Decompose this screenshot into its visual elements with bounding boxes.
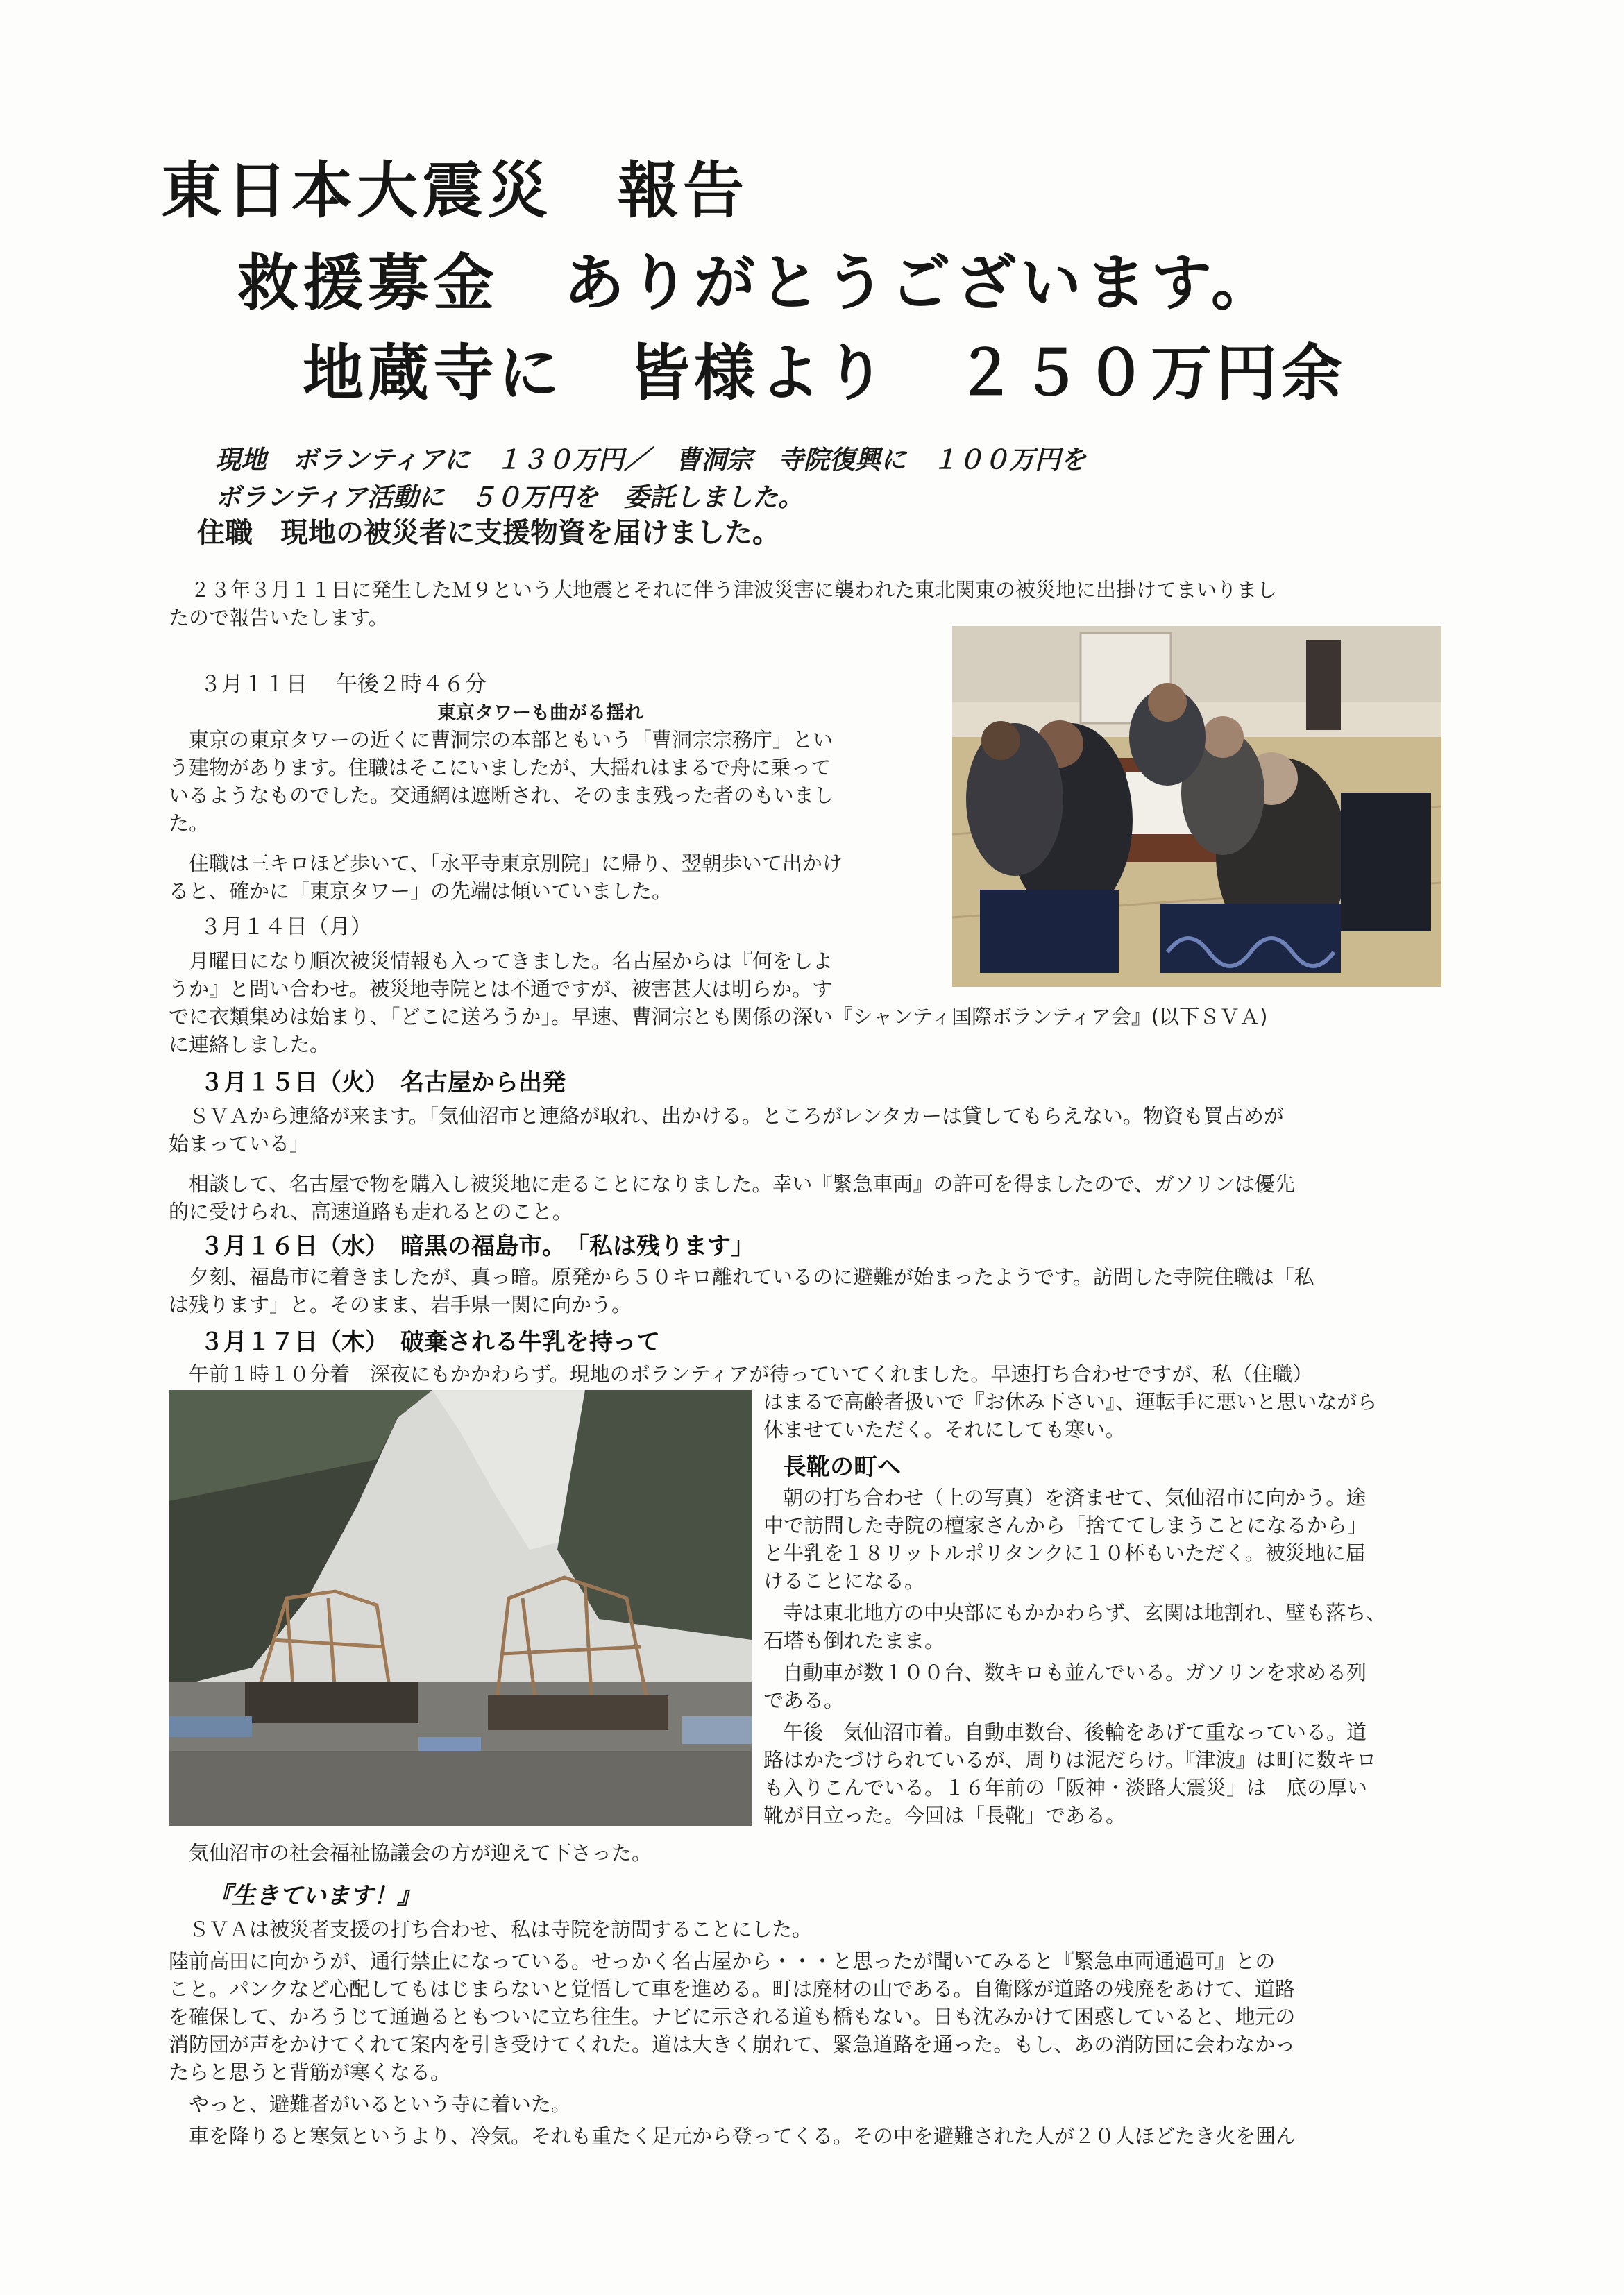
text-0315-2: 始まっている」	[169, 1132, 310, 1155]
text-alive-5: 消防団が声をかけてくれて案内を引き受けてくれた。道は大きく崩れて、緊急道路を通った。もし、あの消防団に会わなかっ	[169, 2033, 1296, 2056]
text-alive-3: こと。パンクなど心配してもはじまらないと覚悟して車を進める。町は廃材の山である。自衛隊が道路の残廃をあけて、道路	[169, 1977, 1295, 2001]
text-0315-1: ＳＶＡから連絡が来ます。「気仙沼市と連絡が取れ、出かける。ところがレンタカーは貸してもらえない。物資も買占めが	[189, 1104, 1285, 1128]
text-0316-1: 夕刻、福島市に着きましたが、真っ暗。原発から５０キロ離れているのに避難が始まったようです。訪問した寺院住職は「私	[189, 1265, 1314, 1289]
text-0314-4: に連絡しました。	[169, 1033, 330, 1056]
text-0317-r12: 路はかたづけられているが、周りは泥だらけ。『津波』は町に数キロ	[763, 1748, 1377, 1772]
text-alive-2: 陸前高田に向かうが、通行禁止になっている。せっかく名古屋から・・・と思ったが聞いてみると『緊急車両通過可』との	[169, 1949, 1276, 1973]
text-0311-3: いるようなものでした。交通網は遮断され、そのまま残った者のもいまし	[169, 784, 834, 807]
text-0317-r4: 中で訪問した寺院の檀家さんから「捨ててしまうことになるから」	[763, 1514, 1368, 1537]
intro-line-1: ２３年３月１１日に発生したＭ９という大地震とそれに伴う津波災害に襲われた東北関東の被災地に出掛けてまいりまし	[190, 578, 1278, 602]
text-0317-r6: けることになる。	[763, 1569, 925, 1593]
text-0317-r14: 靴が目立った。今回は「長靴」である。	[763, 1804, 1126, 1827]
date-0316: ３月１６日（水） 暗黒の福島市。 「私は残ります」	[200, 1233, 754, 1260]
heading-tokyo-tower: 東京タワーも曲がる揺れ	[437, 702, 643, 724]
text-0317-r13: も入りこんでいる。１６年前の「阪神・淡路大震災」は 底の厚い	[763, 1776, 1368, 1799]
text-0315-4: 的に受けられ、高速道路も走れるとのこと。	[169, 1200, 573, 1223]
text-0311-4: た。	[169, 811, 210, 835]
text-alive-8: 車を降りると寒気というより、冷気。それも重たく足元から登ってくる。その中を避難された人が２０人ほどたき火を囲ん	[189, 2124, 1296, 2148]
text-0311-5: 住職は三キロほど歩いて、「永平寺東京別院」に帰り、翌朝歩いて出かけ	[189, 852, 843, 875]
text-alive-4: を確保して、かろうじて通過るともついに立ち往生。ナビに示される道も橋もない。日も沈みかけて困惑していると、地元の	[169, 2005, 1296, 2029]
title-line-1: 東日本大震災 報告	[161, 155, 749, 226]
text-0317-r9: 自動車が数１００台、数キロも並んでいる。ガソリンを求める列	[783, 1661, 1367, 1684]
text-0311-2: う建物があります。住職はそこにいましたが、大揺れはまるで舟に乗って	[169, 756, 831, 779]
heading-nagagutsu: 長靴の町へ	[783, 1453, 901, 1481]
debris-photo	[169, 1390, 752, 1826]
text-0317-r1: はまるで高齢者扱いで『お休み下さい』、運転手に悪いと思いながら	[763, 1390, 1378, 1414]
text-0317-r7: 寺は東北地方の中央部にもかかわらず、玄関は地割れ、壁も落ち、	[783, 1601, 1387, 1625]
meeting-photo	[952, 626, 1441, 987]
text-0314-1: 月曜日になり順次被災情報も入ってきました。名古屋からは『何をしよ	[189, 949, 834, 973]
text-0317-r5: と牛乳を１８リットルポリタンクに１０杯もいただく。被災地に届	[763, 1541, 1366, 1565]
summary-line-3: 住職 現地の被災者に支援物資を届けました。	[197, 517, 780, 549]
summary-line-1: 現地 ボランティアに １３０万円／ 曹洞宗 寺院復興に １００万円を	[215, 445, 1087, 475]
date-0314: ３月１４日（月）	[200, 915, 372, 940]
text-alive-7: やっと、避難者がいるという寺に着いた。	[189, 2092, 572, 2116]
text-0317-r3: 朝の打ち合わせ（上の写真）を済ませて、気仙沼市に向かう。途	[783, 1486, 1367, 1509]
text-0317-r8: 石塔も倒れたまま。	[763, 1629, 945, 1652]
text-0314-2: うか』と問い合わせ。被災地寺院とは不通ですが、被害甚大は明らか。す	[169, 977, 833, 1001]
text-0317-r10: である。	[763, 1688, 845, 1712]
text-0317-full: 午前１時１０分着 深夜にもかかわらず。現地のボランティアが待っていてくれました。早速打ち合わせですが、私（住職）	[189, 1362, 1313, 1386]
title-line-3: 地蔵寺に 皆様より ２５０万円余	[303, 337, 1347, 409]
debris-photo-image	[169, 1390, 752, 1826]
date-0315: ３月１５日（火） 名古屋から出発	[200, 1069, 566, 1096]
heading-alive: 『生きています！』	[208, 1882, 421, 1910]
text-0316-2: は残ります」と。そのまま、岩手県一関に向かう。	[169, 1293, 632, 1316]
text-0311-1: 東京の東京タワーの近くに曹洞宗の本部ともいう「曹洞宗宗務庁」とい	[189, 728, 834, 752]
date-0317: ３月１７日（木） 破棄される牛乳を持って	[200, 1328, 660, 1356]
text-0317-r2: 休ませていただく。それにしても寒い。	[763, 1418, 1126, 1441]
text-alive-6: たらと思うと背筋が寒くなる。	[169, 2060, 451, 2084]
meeting-photo-image	[952, 626, 1441, 987]
text-after-photo: 気仙沼市の社会福祉協議会の方が迎えて下さった。	[189, 1841, 652, 1865]
text-0311-6: ると、確かに「東京タワー」の先端は傾いていました。	[169, 879, 673, 903]
date-0311: ３月１１日 午後２時４６分	[200, 672, 487, 697]
summary-line-2: ボランティア活動に ５０万円を 委託しました。	[215, 482, 804, 512]
text-0314-3: でに衣類集めは始まり、「どこに送ろうか」。早速、曹洞宗とも関係の深い『シャンティ国際ボランティア会』(以下ＳＶＡ)	[169, 1005, 1268, 1028]
text-alive-1: ＳＶＡは被災者支援の打ち合わせ、私は寺院を訪問することにした。	[189, 1917, 813, 1941]
text-0315-3: 相談して、名古屋で物を購入し被災地に走ることになりました。幸い『緊急車両』の許可を得ましたので、ガソリンは優先	[189, 1172, 1295, 1196]
title-line-2: 救援募金 ありがとうございます。	[237, 247, 1276, 319]
text-0317-r11: 午後 気仙沼市着。自動車数台、後輪をあげて重なっている。道	[783, 1720, 1367, 1744]
intro-line-2: たので報告いたします。	[169, 606, 389, 629]
